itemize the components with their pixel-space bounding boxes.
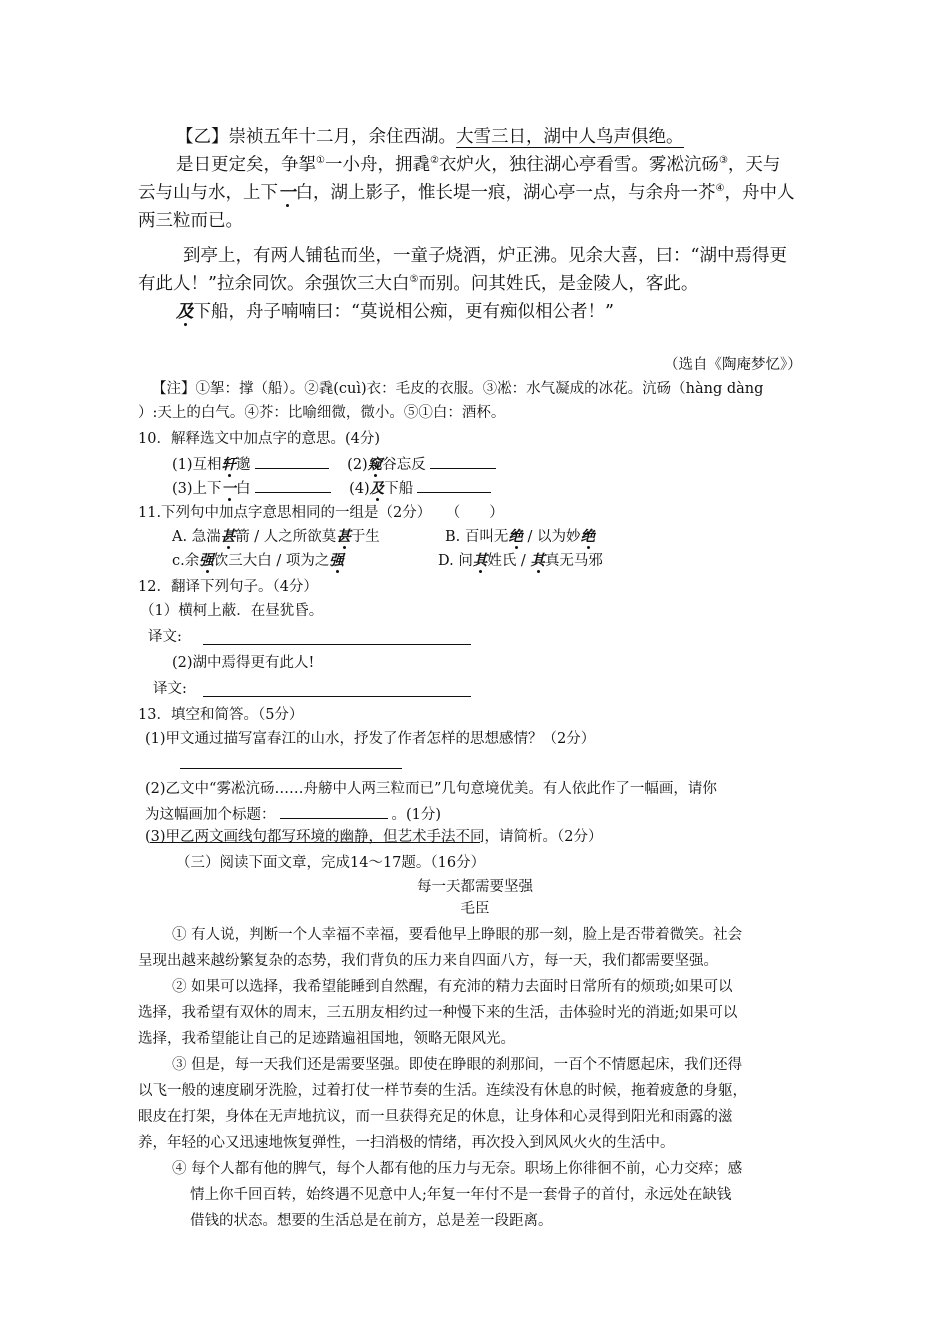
answer-line[interactable] <box>180 768 402 769</box>
q12-sentence-2: (2)湖中焉得更有此人! <box>172 655 315 671</box>
q-text: (1)互相 <box>172 457 222 473</box>
passage-text: ，舟中人 <box>724 183 795 203</box>
footnote-mark: ③ <box>718 155 728 167</box>
dotted-char: 窥 <box>367 456 383 473</box>
footnote-mark: ④ <box>715 183 725 195</box>
footnote-mark: ① <box>316 155 325 167</box>
dotted-char: 一 <box>278 183 296 203</box>
answer-line[interactable] <box>203 696 471 697</box>
option-d[interactable] <box>438 550 603 572</box>
q-text: 。(1分) <box>391 807 442 823</box>
footnote-mark: ⑤ <box>409 274 419 286</box>
passage-line-5: 到亭上，有两人铺毡而坐，一童子烧酒，炉正沸。见余大喜，曰：“湖中焉得更 <box>183 246 787 266</box>
dotted-char: 轩 <box>221 456 237 473</box>
para-2-line-1: ② 如果可以选择，我希望能睡到自然醒，有充沛的精力去面时日常所有的烦琐;如果可以 <box>172 979 733 995</box>
q-text: 下船 <box>384 481 414 497</box>
para-2-line-2: 选择，我希望有双休的周末，三五朋友相约过一种慢下来的生活，击体验时光的消逝;如果可以 <box>138 1005 738 1021</box>
notes-line-2: ）:天上的白气。④芥：比喻细微，微小。⑤①白：酒杯。 <box>138 405 506 421</box>
para-1-line-1: ① 有人说，判断一个人幸福不幸福，要看他早上睁眼的那一刻，脸上是否带着微笑。社会 <box>172 927 743 943</box>
answer-blank[interactable] <box>255 476 331 493</box>
q10-title: 10．解释选文中加点字的意思。(4分) <box>138 431 380 447</box>
answer-blank[interactable] <box>430 452 496 469</box>
answer-blank[interactable] <box>280 802 388 819</box>
q-text: 谷忘反 <box>382 457 426 473</box>
article-title: 每一天都需要坚强 <box>417 879 533 895</box>
dotted-char: 甚 <box>220 528 236 545</box>
source-citation: （选自《陶庵梦忆》） <box>664 357 802 373</box>
passage-text: 一小舟，拥毳 <box>324 155 430 175</box>
q13-part-3: (3)甲乙两文画线句都写环境的幽静，但艺术手法不同，请简析。（2分） <box>145 829 603 845</box>
para-3-line-3: 眼皮在打架，身体在无声地抗议，而一旦获得充足的休息，让身体和心灵得到阳光和雨露的滋 <box>138 1109 733 1125</box>
q-text: 邈 <box>236 457 251 473</box>
dotted-char: 及 <box>176 302 194 322</box>
dotted-char: 其 <box>472 552 488 569</box>
section-header: （三）阅读下面文章，完成14～17题。（16分） <box>176 855 486 871</box>
q13-part-1: (1)甲文通过描写富春江的山水，抒发了作者怎样的思想感情？（2分） <box>145 731 596 747</box>
q13-part-2b <box>145 802 441 826</box>
footnote-mark: ② <box>429 155 439 167</box>
q-text: 为这幅画加个标题： <box>145 807 276 823</box>
option-text: / 以为妙 <box>522 529 581 545</box>
option-text: 于生 <box>350 529 380 545</box>
q-text: (3)上下 <box>172 481 222 497</box>
dotted-char: 绝 <box>580 528 595 545</box>
option-text: A. 急湍 <box>172 529 221 545</box>
q13-title: 13．填空和简答。（5分） <box>138 707 304 723</box>
passage-line-7 <box>176 298 614 326</box>
dotted-char: 及 <box>369 480 385 497</box>
answer-line[interactable] <box>203 644 471 645</box>
option-text: D. 问 <box>438 553 473 569</box>
q11-row-2 <box>172 550 603 572</box>
para-1-line-2: 呈现出越来越纷繁复杂的态势，我们背负的压力来自四面八方，每一天，我们都需要坚强。 <box>138 953 718 969</box>
para-4-line-3: 借钱的状态。想要的生活总是在前方，总是差一段距离。 <box>190 1213 553 1229</box>
q13-part-2a: (2)乙文中“雾凇沆砀……舟艕中人两三粒而已”几句意境优美。有人依此作了一幅画，请你 <box>145 781 717 797</box>
para-3-line-4: 养，年轻的心又迅速地恢复弹性，一扫消极的情绪，再次投入到风风火火的生活中。 <box>138 1135 675 1151</box>
dotted-char: 甚 <box>336 528 351 545</box>
q-text: (2) <box>347 457 368 473</box>
q-text: 白 <box>236 481 251 497</box>
q12-sentence-1: （1）横柯上蔽．在昼犹昏。 <box>140 603 324 619</box>
dotted-char: 强 <box>329 552 344 569</box>
q12-translation-label-2: 译文: <box>153 681 187 697</box>
passage-text: 云与山与水，上下 <box>138 183 278 203</box>
passage-text: 衣炉火，独往湖心亭看雪。雾凇沆砀 <box>438 155 719 175</box>
q12-translation-label-1: 译文: <box>148 629 182 645</box>
option-b[interactable] <box>445 526 595 548</box>
passage-line-6 <box>138 270 698 298</box>
answer-blank[interactable] <box>255 452 329 469</box>
passage-text: 白，湖上影子，惟长堤一痕，湖心亭一点，与余舟一芥 <box>295 183 716 203</box>
q11-row-1 <box>172 526 595 548</box>
passage-text: 而别。问其姓氏，是金陵人，客此。 <box>418 274 699 294</box>
option-text: c.余 <box>172 553 200 569</box>
option-text: 箭 / 人之所欲莫 <box>235 529 337 545</box>
passage-line-3 <box>138 179 794 207</box>
underlined-sentence: 大雪三日，湖中人鸟声俱绝。 <box>456 127 684 147</box>
passage-line-2 <box>176 151 780 179</box>
option-text: 真无马邪 <box>544 553 603 569</box>
answer-blank[interactable] <box>417 476 491 493</box>
q-text: (4) <box>349 481 370 497</box>
dotted-char: 其 <box>530 552 545 569</box>
q12-title: 12．翻译下列句子。（4分） <box>138 579 318 595</box>
notes-line-1: 【注】①挐：撑（船）。②毳(cuì)衣：毛皮的衣服。③凇：水气凝成的冰花。沆砀（hàng dàng <box>152 381 764 397</box>
passage-text: ，天与 <box>727 155 781 175</box>
passage-text: 【乙】崇祯五年十二月，余住西湖。 <box>176 127 456 147</box>
para-2-line-3: 选择，我希望能让自己的足迹踏遍祖国地，领略无限风光。 <box>138 1031 515 1047</box>
passage-text: 有此人！”拉余同饮。余强饮三大白 <box>138 274 410 294</box>
para-4-line-2: 情上你千回百转，始终遇不见意中人;年复一年付不是一套骨子的首付，永远处在缺钱 <box>190 1187 732 1203</box>
q10-row-1 <box>172 452 500 476</box>
passage-text: 下船，舟子喃喃曰：“莫说相公痴，更有痴似相公者！” <box>193 302 614 322</box>
para-3-line-2: 以飞一般的速度刷牙洗脸，过着打仗一样节奏的生活。连续没有休息的时候，拖着疲惫的身躯， <box>138 1083 747 1099</box>
answer-line[interactable] <box>150 842 480 843</box>
option-text: 姓氏 / <box>487 553 531 569</box>
article-author: 毛臣 <box>460 901 490 917</box>
dotted-char: 一 <box>221 480 237 497</box>
passage-line-1 <box>176 123 684 151</box>
option-text: 饮三大白 / 项为之 <box>213 553 330 569</box>
q10-row-2 <box>172 476 495 500</box>
passage-text: 是日更定矣，争挐 <box>176 155 316 175</box>
dotted-char: 绝 <box>508 528 523 545</box>
para-3-line-1: ③ 但是，每一天我们还是需要坚强。即使在睁眼的刹那间，一百个不情愿起床，我们还得 <box>172 1057 743 1073</box>
option-text: B. 百叫无 <box>445 529 509 545</box>
para-4-line-1: ④ 每个人都有他的脾气，每个人都有他的压力与无奈。职场上你徘徊不前，心力交瘁；感 <box>172 1161 743 1177</box>
dotted-char: 强 <box>199 552 214 569</box>
q11-title: 11.下列句中加点字意思相同的一组是（2分） （ ） <box>138 505 504 521</box>
passage-line-4: 两三粒而已。 <box>138 211 243 231</box>
